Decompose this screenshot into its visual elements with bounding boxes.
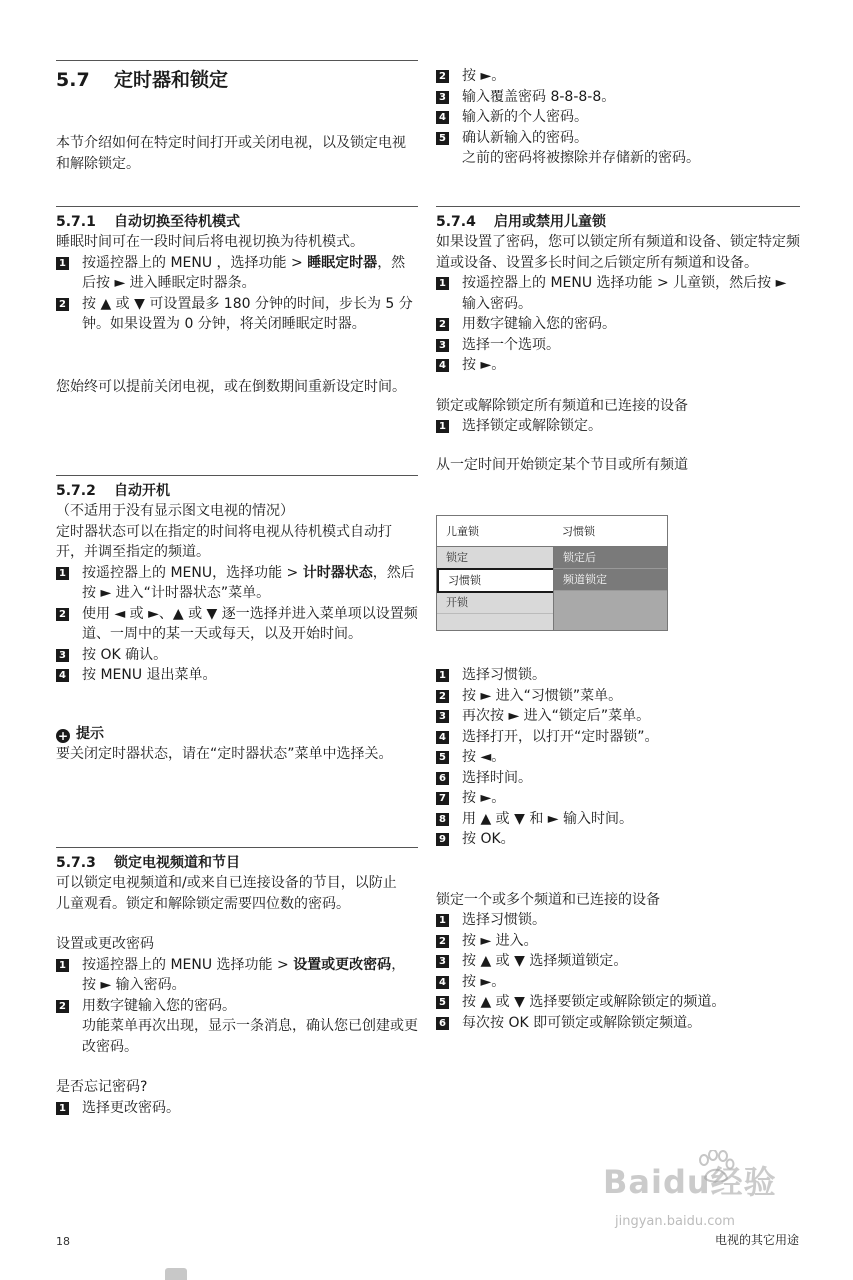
tip-heading	[56, 724, 418, 745]
step-number: 3	[56, 649, 69, 662]
subsection-title	[56, 848, 418, 873]
step-text: 用数字键输入您的密码。	[462, 316, 616, 332]
step-item	[56, 955, 418, 996]
intro-text: 本节介绍如何在特定时间打开或关闭电视，以及锁定电视和解除锁定。	[56, 135, 406, 172]
step-item	[436, 355, 800, 376]
step-number: 4	[436, 359, 449, 372]
step-menu-item: 设置或更改密码	[293, 956, 392, 973]
step-item	[56, 996, 418, 1058]
section-5-7-1	[56, 206, 418, 397]
step-text: ，按 ► 输入密码。	[82, 956, 406, 993]
step-text: 用数字键输入您的密码。	[82, 997, 236, 1014]
step-number: 1	[56, 1102, 69, 1115]
page-number: 18	[56, 1235, 70, 1248]
step-item	[436, 747, 800, 768]
watermark-url: jingyan.baidu.com	[615, 1214, 735, 1229]
step-text: 选择更改密码。	[82, 1099, 180, 1116]
step-number: 1	[56, 567, 69, 580]
step-number: 1	[56, 959, 69, 972]
section-heading: 定时器和锁定	[114, 69, 229, 91]
step-item	[436, 768, 800, 789]
step-number: 1	[436, 277, 449, 290]
page-tab-marker	[165, 1268, 187, 1280]
subsection-heading: 自动开机	[114, 483, 170, 499]
section-5-7-2	[56, 475, 418, 765]
step-number: 3	[436, 710, 449, 723]
step-number: 1	[436, 669, 449, 682]
step-text: 选择打开，以打开“定时器锁”。	[462, 728, 659, 745]
step-item	[436, 706, 800, 727]
step-text: 按遥控器上的 MENU ，选择功能 >	[82, 254, 308, 271]
step-number: 3	[436, 91, 449, 104]
step-item	[436, 788, 800, 809]
step-text: 输入新的个人密码。	[462, 109, 588, 125]
watermark-text: Baidu经验	[603, 1163, 777, 1201]
step-text: 按 ▲ 或 ▼ 可设置最多 180 分钟的时间，步长为 5 分钟。如果设置为 0 分钟，将关闭睡眠定时器。	[82, 295, 413, 332]
menu-item-unlock[interactable]: 开锁	[437, 592, 553, 614]
step-menu-item: 计时器状态	[302, 564, 373, 581]
subsection-number: 5.7.1	[56, 214, 96, 230]
subsection-number: 5.7.3	[56, 855, 96, 871]
step-text: 用 ▲ 或 ▼ 和 ► 输入时间。	[462, 810, 634, 827]
step-text: 按 ►。	[462, 973, 506, 990]
paren-note: （不适用于没有显示图文电视的情况）	[56, 503, 294, 519]
step-text: 按遥控器上的 MENU，选择功能 >	[82, 564, 303, 581]
step-number: 2	[436, 70, 449, 83]
step-item	[56, 1098, 418, 1119]
step-item	[436, 910, 800, 931]
menu-header	[437, 516, 667, 547]
subsection-heading: 自动切换至待机模式	[114, 214, 240, 230]
menu-item-lock[interactable]: 锁定	[437, 547, 553, 569]
step-number: 2	[436, 690, 449, 703]
subsection-heading: 启用或禁用儿童锁	[494, 214, 606, 230]
step-item	[436, 314, 800, 335]
step-text: 按遥控器上的 MENU 选择功能 >	[82, 956, 294, 973]
tip-text: 要关闭定时器状态，请在“定时器状态”菜单中选择关。	[56, 746, 393, 762]
step-text: 之前的密码将被擦除并存储新的密码。	[462, 150, 700, 166]
menu-item-custom-lock[interactable]: 习惯锁	[437, 568, 556, 593]
step-number: 8	[436, 813, 449, 826]
subheading: 从一定时间开始锁定某个节目或所有频道	[436, 456, 688, 473]
subsection-title	[56, 476, 418, 501]
step-item	[436, 972, 800, 993]
step-number: 4	[436, 111, 449, 124]
step-item	[56, 665, 418, 686]
step-item	[436, 809, 800, 830]
step-number: 7	[436, 792, 449, 805]
step-number: 4	[56, 669, 69, 682]
subsection-title	[436, 207, 800, 232]
step-text: 每次按 OK 即可锁定或解除锁定频道。	[462, 1014, 702, 1031]
menu-header-right: 习惯锁	[562, 525, 595, 538]
step-item	[436, 87, 800, 108]
step-item	[436, 66, 800, 87]
password-steps-continued	[436, 66, 800, 169]
custom-lock-steps	[436, 665, 800, 1033]
menu-left-column	[437, 547, 553, 630]
step-number: 2	[436, 318, 449, 331]
step-number: 6	[436, 772, 449, 785]
menu-right-column	[553, 547, 667, 630]
step-number: 2	[56, 1000, 69, 1013]
step-number: 2	[56, 608, 69, 621]
step-item	[436, 829, 800, 850]
subheading: 锁定或解除锁定所有频道和已连接的设备	[436, 397, 688, 414]
step-text: ，然后按 ► 进入“计时器状态”菜单。	[82, 564, 415, 601]
step-text: 选择习惯锁。	[462, 912, 546, 928]
subheading: 是否忘记密码?	[56, 1079, 148, 1095]
step-text: 按 ► 进入“习惯锁”菜单。	[462, 687, 623, 704]
step-item	[436, 951, 800, 972]
section-5-7	[56, 60, 418, 174]
baidu-watermark	[603, 1150, 793, 1230]
description: 睡眠时间可在一段时间后将电视切换为待机模式。	[56, 234, 364, 250]
step-text: 再次按 ► 进入“锁定后”菜单。	[462, 708, 651, 724]
step-menu-item: 睡眠定时器	[307, 254, 378, 271]
menu-header-left: 儿童锁	[446, 525, 479, 538]
section-5-7-3	[56, 847, 418, 1118]
step-item	[436, 273, 800, 314]
step-number: 5	[436, 996, 449, 1009]
step-text: 按 OK 确认。	[82, 646, 168, 663]
section-title	[56, 61, 418, 93]
subsection-number: 5.7.4	[436, 214, 476, 230]
step-text: 按 MENU 退出菜单。	[82, 667, 217, 683]
step-number: 6	[436, 1017, 449, 1030]
step-item	[436, 686, 800, 707]
step-text: 功能菜单再次出现，显示一条消息，确认您已创建或更改密码。	[82, 1018, 418, 1055]
chapter-footer-title: 电视的其它用途	[714, 1233, 799, 1247]
step-text: 输入覆盖密码 8-8-8-8。	[462, 88, 616, 105]
step-item	[436, 665, 800, 686]
step-number: 5	[436, 132, 449, 145]
section-number: 5.7	[56, 69, 90, 91]
step-item	[56, 253, 418, 294]
step-number: 2	[56, 298, 69, 311]
step-text: 按 ►。	[462, 357, 506, 373]
description: 可以锁定电视频道和/或来自已连接设备的节目，以防止儿童观看。锁定和解除锁定需要四位数的密码。	[56, 875, 397, 912]
step-number: 9	[436, 833, 449, 846]
step-text: 选择时间。	[462, 769, 532, 786]
plus-circle-icon: +	[57, 728, 69, 743]
step-text: 确认新输入的密码。	[462, 129, 588, 146]
step-text: 按 ►。	[462, 790, 506, 806]
step-text: ，然后按 ► 进入睡眠定时器条。	[82, 254, 406, 291]
step-text: 按 ▲ 或 ▼ 选择频道锁定。	[462, 953, 628, 969]
step-item	[436, 992, 800, 1013]
step-text: 使用 ◄ 或 ►、▲ 或 ▼ 逐一选择并进入菜单项以设置频道、一周中的某一天或每天，以及开始时间。	[82, 605, 418, 642]
step-number: 4	[436, 976, 449, 989]
step-item	[436, 335, 800, 356]
description: 如果设置了密码，您可以锁定所有频道和设备、锁定特定频道或设备、设置多长时间之后锁定所有频道和设备。	[436, 234, 800, 271]
step-number: 5	[436, 751, 449, 764]
step-text: 选择习惯锁。	[462, 667, 546, 683]
tip-block	[56, 724, 418, 765]
step-text: 选择锁定或解除锁定。	[462, 418, 602, 434]
note-text: 您始终可以提前关闭电视，或在倒数期间重新设定时间。	[56, 378, 406, 395]
description: 定时器状态可以在指定的时间将电视从待机模式自动打开，并调至指定的频道。	[56, 523, 392, 560]
step-item	[56, 604, 418, 645]
step-text: 按 ◄。	[462, 749, 506, 765]
step-number: 3	[436, 955, 449, 968]
step-text: 选择一个选项。	[462, 336, 560, 353]
step-item	[436, 416, 800, 437]
child-lock-menu-screenshot	[436, 515, 668, 631]
step-text: 按 ► 进入。	[462, 932, 538, 949]
step-number: 4	[436, 731, 449, 744]
step-text: 按 ►。	[462, 68, 506, 84]
menu-item-lock-after[interactable]: 锁定后	[554, 547, 667, 569]
step-item	[56, 294, 418, 335]
step-number: 1	[436, 914, 449, 927]
step-text: 按 ▲ 或 ▼ 选择要锁定或解除锁定的频道。	[462, 994, 726, 1010]
subheading: 设置或更改密码	[56, 936, 154, 952]
step-item	[436, 727, 800, 748]
step-number: 1	[436, 420, 449, 433]
step-number: 3	[436, 339, 449, 352]
step-text: 按 OK。	[462, 831, 515, 847]
subheading: 锁定一个或多个频道和已连接的设备	[436, 891, 660, 908]
step-item	[436, 107, 800, 128]
step-number: 1	[56, 257, 69, 270]
subsection-heading: 锁定电视频道和节目	[114, 855, 240, 871]
subsection-title	[56, 207, 418, 232]
subsection-number: 5.7.2	[56, 483, 96, 499]
step-item	[436, 128, 800, 169]
tip-label: 提示	[76, 725, 104, 742]
section-5-7-4	[436, 206, 800, 475]
step-text: 按遥控器上的 MENU 选择功能 > 儿童锁，然后按 ► 输入密码。	[462, 275, 787, 312]
step-item	[56, 563, 418, 604]
step-item	[56, 645, 418, 666]
step-number: 2	[436, 935, 449, 948]
step-item	[436, 931, 800, 952]
menu-item-channel-lock[interactable]: 频道锁定	[554, 569, 667, 591]
step-item	[436, 1013, 800, 1034]
